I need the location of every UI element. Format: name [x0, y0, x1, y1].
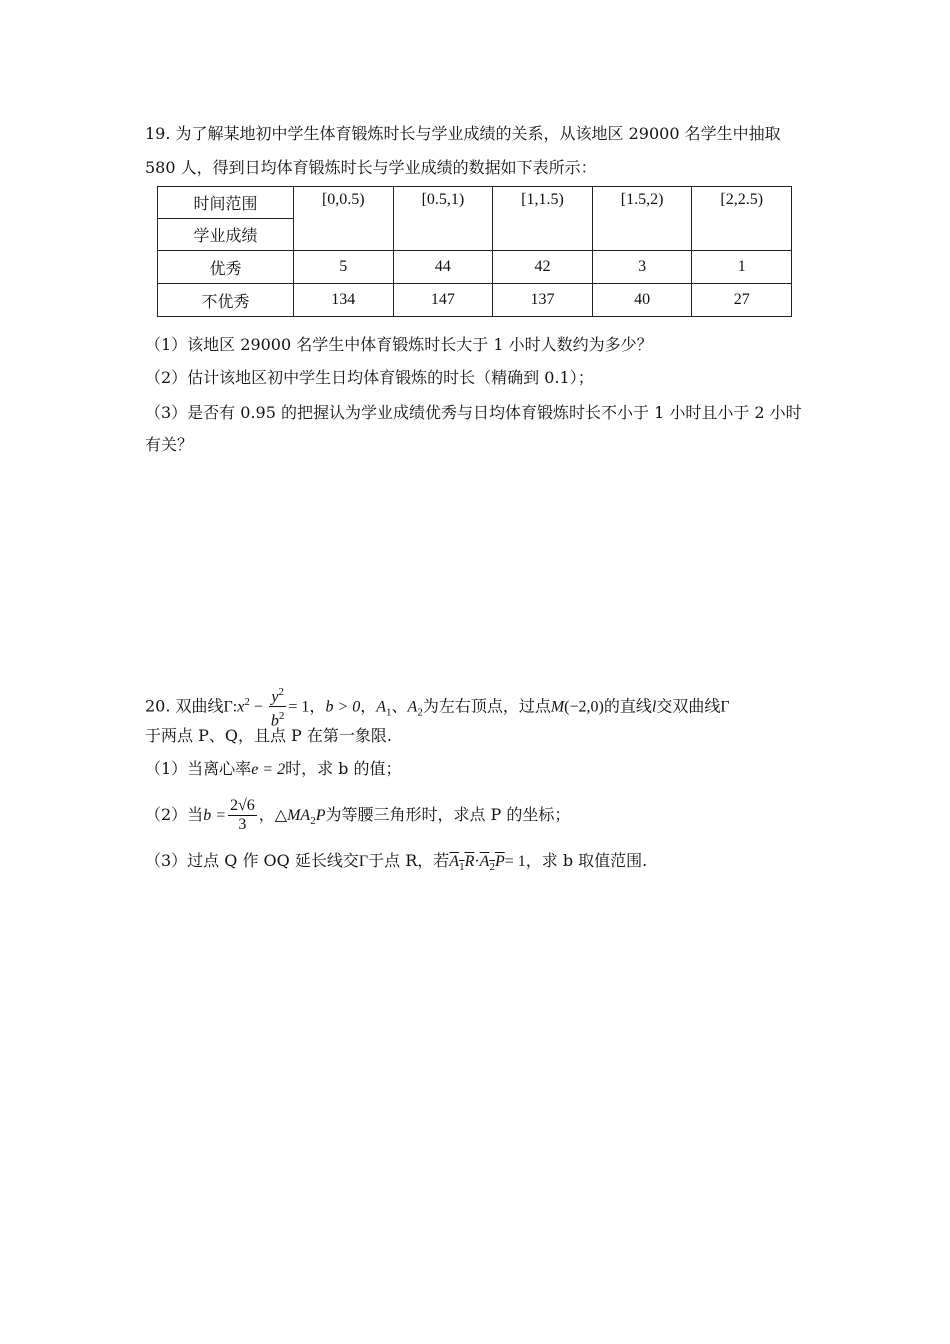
row-label: 不优秀	[158, 284, 294, 317]
exponent: 2	[278, 686, 284, 698]
b-equals: b =	[203, 807, 226, 824]
q20-prefix: 20. 双曲线	[145, 696, 224, 716]
condition-b: b > 0	[325, 698, 361, 716]
table-cell: 42	[493, 251, 593, 284]
range-header: [1,1.5)	[493, 187, 593, 251]
q19-sub-1: （1）该地区 29000 名学生中体育锻炼时长大于 1 小时人数约为多少？	[145, 335, 653, 354]
exponent: 2	[278, 710, 285, 723]
q20-sub-1-suffix: 时，求 b 的值；	[285, 759, 402, 778]
q19-sub-2: （2）估计该地区初中学生日均体育锻炼的时长（精确到 0.1）；	[145, 368, 594, 387]
vec-a: A	[479, 853, 490, 870]
range-header: [0,0.5)	[294, 187, 394, 251]
range-header: [2,2.5)	[692, 187, 792, 251]
vec-p: P	[494, 853, 505, 870]
fraction-denominator: 3	[238, 816, 247, 833]
q20-line-1: 20. 双曲线$\Gamma:x^2$ − $\frac{y^2}{b^2}$ = 1，b > 0，$A_1$、$A_2$为左右顶点，过点M(−2,0)的直线l交双曲线Γ	[145, 680, 730, 724]
row-label: 优秀	[158, 251, 294, 284]
triangle-ma: MA	[287, 807, 311, 824]
q20-sub-1-prefix: （1）当离心率	[145, 759, 252, 778]
fraction-numerator: 2√6	[229, 797, 255, 814]
gamma-symbol: Γ	[223, 698, 233, 716]
table-cell: 1	[692, 251, 792, 284]
table-cell: 134	[294, 284, 394, 317]
q20-sub-2-suffix: 为等腰三角形时，求点 P 的坐标；	[325, 805, 571, 824]
q19-line-1: 19. 为了解某地初中学生体育锻炼时长与学业成绩的关系，从该地区 29000 名学生中抽取	[145, 124, 781, 143]
vec-r: R	[464, 853, 475, 870]
subscript: 1	[386, 706, 392, 719]
table-cell: 3	[592, 251, 692, 284]
subscript: 2	[310, 815, 316, 828]
dot-operator: ·	[474, 853, 480, 870]
equals-one: = 1	[504, 853, 526, 870]
corner-header-top: 时间范围	[158, 187, 294, 219]
table-row	[158, 251, 792, 284]
m-coords: (−2,0)	[564, 698, 604, 716]
point-a1: A	[376, 698, 387, 716]
subscript: 2	[417, 706, 423, 719]
q19-sub-3-line-2: 有关？	[145, 435, 194, 454]
data-table	[157, 186, 792, 317]
q20-sub-1	[145, 758, 402, 781]
q20-sub-3	[145, 850, 647, 878]
q20-sub-2	[145, 792, 570, 838]
point-m: M	[550, 698, 565, 716]
q19-sub-3-line-1: （3）是否有 0.95 的把握认为学业成绩优秀与日均体育锻炼时长不小于 1 小时且小于 2 小时	[145, 403, 802, 422]
vector-a2p	[479, 851, 505, 874]
triangle-symbol: ，△	[258, 805, 288, 824]
table-cell: 27	[692, 284, 792, 317]
gamma-symbol: Γ	[358, 853, 369, 870]
q20-sub-3-prefix: （3）过点 Q 作 OQ 延长线交	[145, 851, 359, 870]
q20-sub-2-prefix: （2）当	[145, 805, 204, 824]
q19-line-2: 580 人，得到日均体育锻炼时长与学业成绩的数据如下表所示：	[145, 158, 597, 177]
q20-text: 交双曲线	[656, 696, 721, 716]
q20-sub-3-suffix: ，求 b 取值范围.	[525, 851, 648, 870]
table-cell: 44	[393, 251, 493, 284]
q20-sub-3-mid: 于点 R，若	[368, 851, 450, 870]
table-cell: 5	[294, 251, 394, 284]
vector-a1r	[449, 851, 475, 874]
table-cell: 40	[592, 284, 692, 317]
var-b: b	[270, 712, 279, 730]
q20-text: 为左右顶点，过点	[422, 696, 551, 716]
exponent: 2	[244, 696, 250, 708]
q20-text: 的直线	[603, 696, 652, 716]
eccentricity-eq: e = 2	[251, 761, 286, 778]
q20-line-2: 于两点 P、Q，且点 P 在第一象限.	[145, 726, 392, 745]
corner-header-bottom: 学业成绩	[158, 219, 294, 251]
gamma-symbol: Γ	[720, 698, 730, 716]
subscript: 1	[459, 861, 465, 874]
table-cell: 147	[393, 284, 493, 317]
triangle-p: P	[315, 807, 326, 824]
table-row	[158, 284, 792, 317]
fraction-y2-b2	[269, 683, 287, 731]
line-l: l	[651, 698, 657, 716]
fraction-2sqrt6-3	[228, 797, 257, 834]
equals-one: = 1	[288, 698, 310, 716]
var-x: x	[237, 698, 245, 716]
table-cell: 137	[493, 284, 593, 317]
vec-a: A	[449, 853, 460, 870]
point-a2: A	[407, 698, 418, 716]
subscript: 2	[489, 861, 495, 874]
range-header: [0.5,1)	[393, 187, 493, 251]
var-y: y	[271, 688, 279, 706]
range-header: [1.5,2)	[592, 187, 692, 251]
